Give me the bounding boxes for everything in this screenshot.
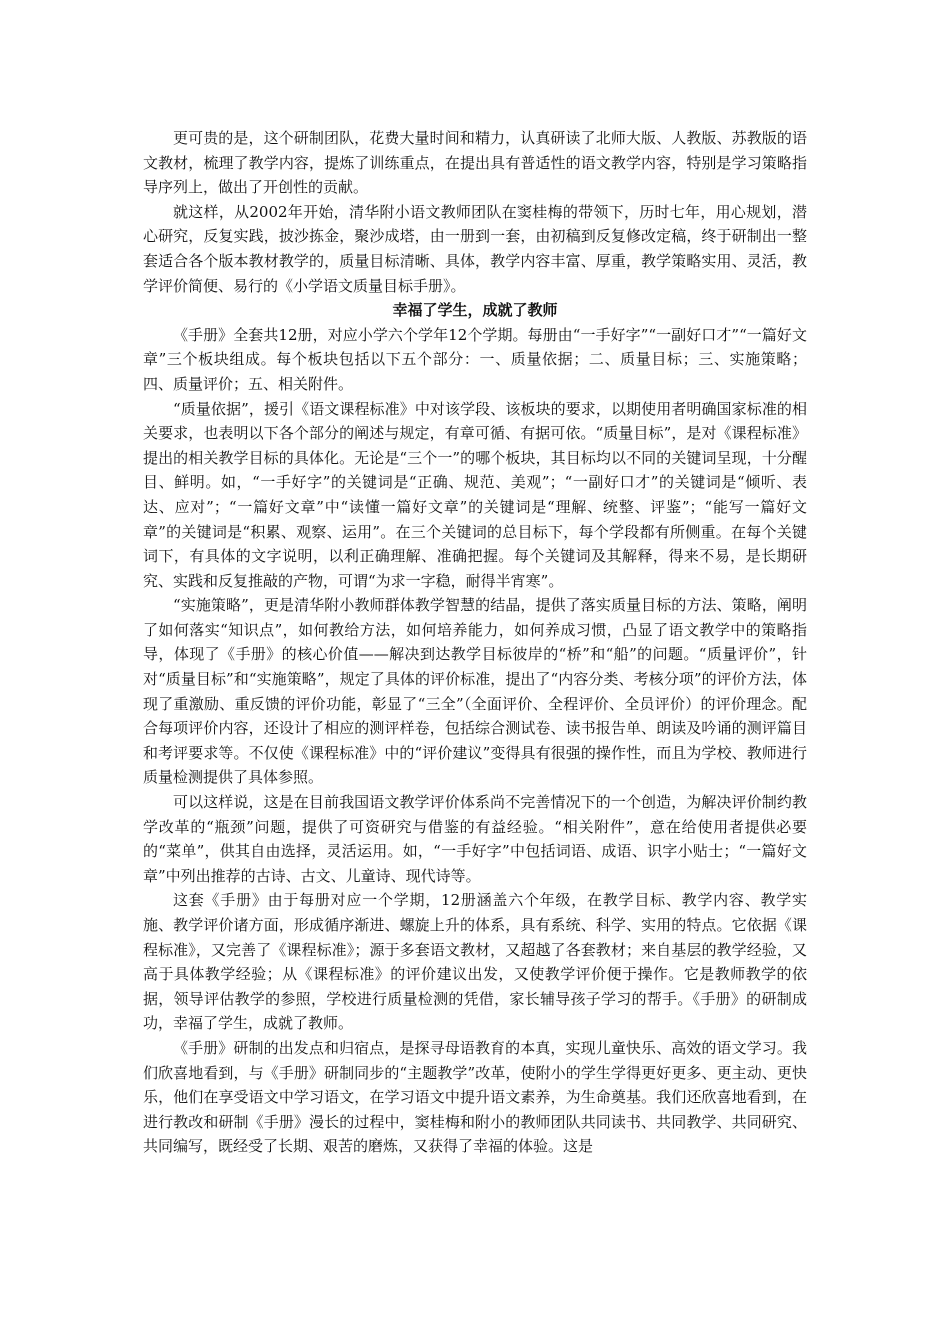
paragraph-intro-2: 就这样，从2002年开始，清华附小语文教师团队在窦桂梅的带领下，历时七年，用心规划，潜心研究，反复实践，披沙拣金，聚沙成塔，由一册到一套，由初稿到反复修改定稿，终于研制出一整套适合各个版本教材教学的，质量目标清晰、具体，教学内容丰富、厚重，教学策略实用、灵活，教学评价简便、易行的《小学语文质量目标手册》。 — [143, 202, 807, 295]
section-heading: 幸福了学生，成就了教师 — [392, 301, 558, 320]
paragraph-evaluation: 可以这样说，这是在目前我国语文教学评价体系尚不完善情况下的一个创造，为解决评价制约教学改革的“瓶颈”问题，提供了可资研究与借鉴的有益经验。“相关附件”，意在给使用者提供必要的“菜单”，供其自由选择，灵活运用。如，“一手好字”中包括词语、成语、识字小贴士；“一篇好文章”中列出推荐的古诗、古文、儿童诗、现代诗等。 — [143, 793, 807, 885]
paragraph-intro-1: 更可贵的是，这个研制团队，花费大量时间和精力，认真研读了北师大版、人教版、苏教版的语文教材，梳理了教学内容，提炼了训练重点，在提出具有普适性的语文教学内容，特别是学习策略指导序列上，做出了开创性的贡献。 — [143, 129, 807, 197]
paragraph-quality-basis: “质量依据”，援引《语文课程标准》中对该学段、该板块的要求，以期使用者明确国家标准的相关要求，也表明以下各个部分的阐述与规定，有章可循、有据可依。“质量目标”，是对《课程标准》提出的相关教学目标的具体化。无论是“三个一”的哪个板块，其目标均以不同的关键词呈现，十分醒目、鲜明。如，“一手好字”的关键词是“正确、规范、美观”；“一副好口才”的关键词是“倾听、表达、应对”；“一篇好文章”中“读懂一篇好文章”的关键词是“理解、统整、评鉴”；“能写一篇好文章”的关键词是“积累、观察、运用”。在三个关键词的总目标下，每个学段都有所侧重。在每个关键词下，有具体的文字说明，以利正确理解、准确把握。每个关键词及其解释，得来不易，是长期研究、实践和反复推敲的产物，可谓“为求一字稳，耐得半宵寒”。 — [143, 399, 807, 590]
paragraph-system: 这套《手册》由于每册对应一个学期，12册涵盖六个年级，在教学目标、教学内容、教学实施、教学评价诸方面，形成循序渐进、螺旋上升的体系，具有系统、科学、实用的特点。它依据《课程标准》，又完善了《课程标准》；源于多套语文教材，又超越了各套教材；来自基层的教学经验，又高于具体教学经验；从《课程标准》的评价建议出发，又使教学评价便于操作。它是教师教学的依据，领导评估教学的参照，学校进行质量检测的凭借，家长辅导孩子学习的帮手。《手册》的研制成功，幸福了学生，成就了教师。 — [143, 891, 807, 1033]
paragraph-structure: 《手册》全套共12册，对应小学六个学年12个学期。每册由“一手好字”“一副好口才”“一篇好文章”三个板块组成。每个板块包括以下五个部分：一、质量依据；二、质量目标；三、实施策略；四、质量评价；五、相关附件。 — [143, 325, 807, 393]
paragraph-conclusion: 《手册》研制的出发点和归宿点，是探寻母语教育的本真，实现儿童快乐、高效的语文学习。我们欣喜地看到，与《手册》研制同步的“主题教学”改革，使附小的学生学得更好更多、更主动、更快乐，他们在享受语文中学习语文，在学习语文中提升语文素养，为生命奠基。我们还欣喜地看到，在进行教改和研制《手册》漫长的过程中，窦桂梅和附小的教师团队共同读书、共同教学、共同研究、共同编写，既经受了长期、艰苦的磨炼，又获得了幸福的体验。这是 — [143, 1038, 807, 1156]
document-page — [143, 126, 807, 1159]
paragraph-strategies: “实施策略”，更是清华附小教师群体教学智慧的结晶，提供了落实质量目标的方法、策略，阐明了如何落实“知识点”，如何教给方法，如何培养能力，如何养成习惯，凸显了语文教学中的策略指导，体现了《手册》的核心价值——解决到达教学目标彼岸的“桥”和“船”的问题。“质量评价”，针对“质量目标”和“实施策略”，规定了具体的评价标准，提出了“内容分类、考核分项”的评价方法，体现了重激励、重反馈的评价功能，彰显了“三全”（全面评价、全程评价、全员评价）的评价理念。配合每项评价内容，还设计了相应的测评样卷，包括综合测试卷、读书报告单、朗读及吟诵的测评篇目和考评要求等。不仅使《课程标准》中的“评价建议”变得具有很强的操作性，而且为学校、教师进行质量检测提供了具体参照。 — [143, 596, 807, 787]
